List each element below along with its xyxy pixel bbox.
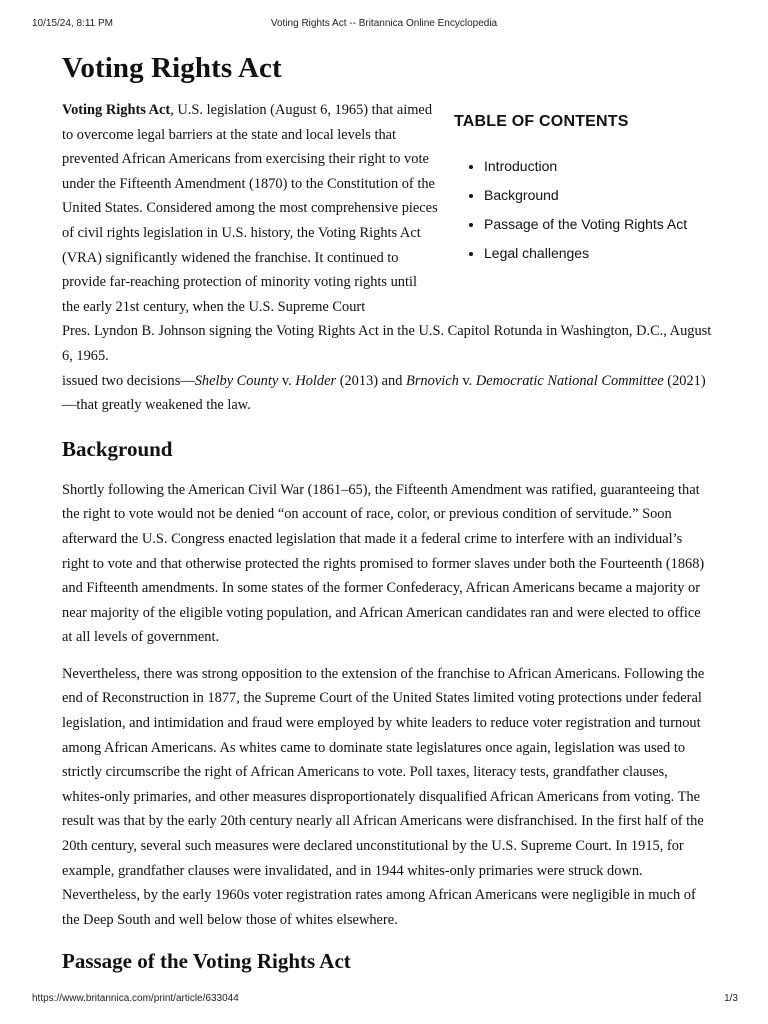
case-holder: Holder [295,372,337,389]
case-year: (2013) and [336,372,407,389]
image-caption: Pres. Lyndon B. Johnson signing the Voting Rights Act in the U.S. Capitol Rotunda in Washington, D.C., August 6, 1965. [62,323,712,364]
article-content [62,50,712,976]
table-of-contents [454,112,712,273]
background-paragraph-1: Shortly following the American Civil War (1861–65), the Fifteenth Amendment was ratified, guaranteeing that the right to vote would not be denied “on account of race, color, or previous condition of servitude.” Soon afterward the U.S. Congress enacted legislation that made it a federal crime to interfere with an individual’s right to vote and that otherwise protected the rights promised to former slaves under both the Fourteenth (1868) and Fifteenth amendments. In some states of the former Confederacy, African Americans became a majority or near majority of the eligible voting population, and African American candidates ran and were elected to office at all levels of government. [62,481,705,646]
print-url: https://www.britannica.com/print/article/633044 [32,993,239,1004]
print-footer [0,993,768,1009]
toc-link-label[interactable]: Legal challenges [484,245,590,261]
toc-heading: TABLE OF CONTENTS [454,113,629,130]
print-document-title: Voting Rights Act -- Britannica Online Encyclopedia [270,18,498,29]
toc-link-label[interactable]: Introduction [484,158,558,174]
toc-item-passage[interactable] [484,215,712,233]
case-dnc: Democratic National Committee [475,372,664,389]
intro-cont-suffix: —that greatly weakened the law. [62,397,251,414]
print-header [0,18,768,34]
background-paragraph-2: Nevertheless, there was strong opposition to the extension of the franchise to African Americans. Following the end of Reconstruction in 1877, the Supreme Court of the United States limited voting protections under federal legislation, and intimidation and fraud were employed by white leaders to reduce voter registration and turnout among African Americans. As whites came to dominate state legislatures once again, legislation was used to strictly circumscribe the right of African Americans to vote. Poll taxes, literacy tests, grandfather clauses, whites-only primaries, and other measures disproportionately disqualified African Americans from voting. The result was that by the early 20th century nearly all African Americans were disfranchised. In the first half of the 20th century, several such measures were declared unconstitutional by the U.S. Supreme Court. In 1915, for example, grandfather clauses were invalidated, and in 1944 whites-only primaries were struck down. Nevertheless, by the early 1960s voter registration rates among African Americans were negligible in much of the Deep South and well below those of whites elsewhere. [62,665,705,928]
print-datetime: 10/15/24, 8:11 PM [32,18,113,29]
case-year: (2021) [663,372,706,389]
toc-item-legal-challenges[interactable] [484,244,712,262]
intro-cont-prefix: issued two decisions— [62,372,195,389]
intro-section [62,98,712,418]
case-v: v. [458,372,476,389]
toc-link-label[interactable]: Passage of the Voting Rights Act [484,216,688,232]
case-brnovich: Brnovich [406,372,459,389]
toc-item-introduction[interactable] [484,157,712,175]
section-heading-passage: Passage of the Voting Rights Act [62,949,351,974]
case-v: v. [278,372,296,389]
article-title: Voting Rights Act [62,52,282,84]
toc-list [454,157,712,262]
intro-continuation [62,369,712,418]
intro-text: , U.S. legislation (August 6, 1965) that aimed to overcome legal barriers at the state and local levels that prevented African Americans from exercising their right to vote under the Fifteenth Amendment (1870) to the Constitution of the United States. Considered among the most comprehensive pieces of civil rights legislation in U.S. history, the Voting Rights Act (VRA) significantly widened the franchise. It continued to provide far-reaching protection of minority voting rights until the early 21st century, when the U.S. Supreme Court [62,102,438,315]
section-heading-background: Background [62,436,173,461]
case-shelby-county: Shelby County [194,372,279,389]
page-number: 1/3 [724,993,738,1004]
toc-item-background[interactable] [484,186,712,204]
toc-link-label[interactable]: Background [484,187,559,203]
intro-term: Voting Rights Act [62,102,171,118]
